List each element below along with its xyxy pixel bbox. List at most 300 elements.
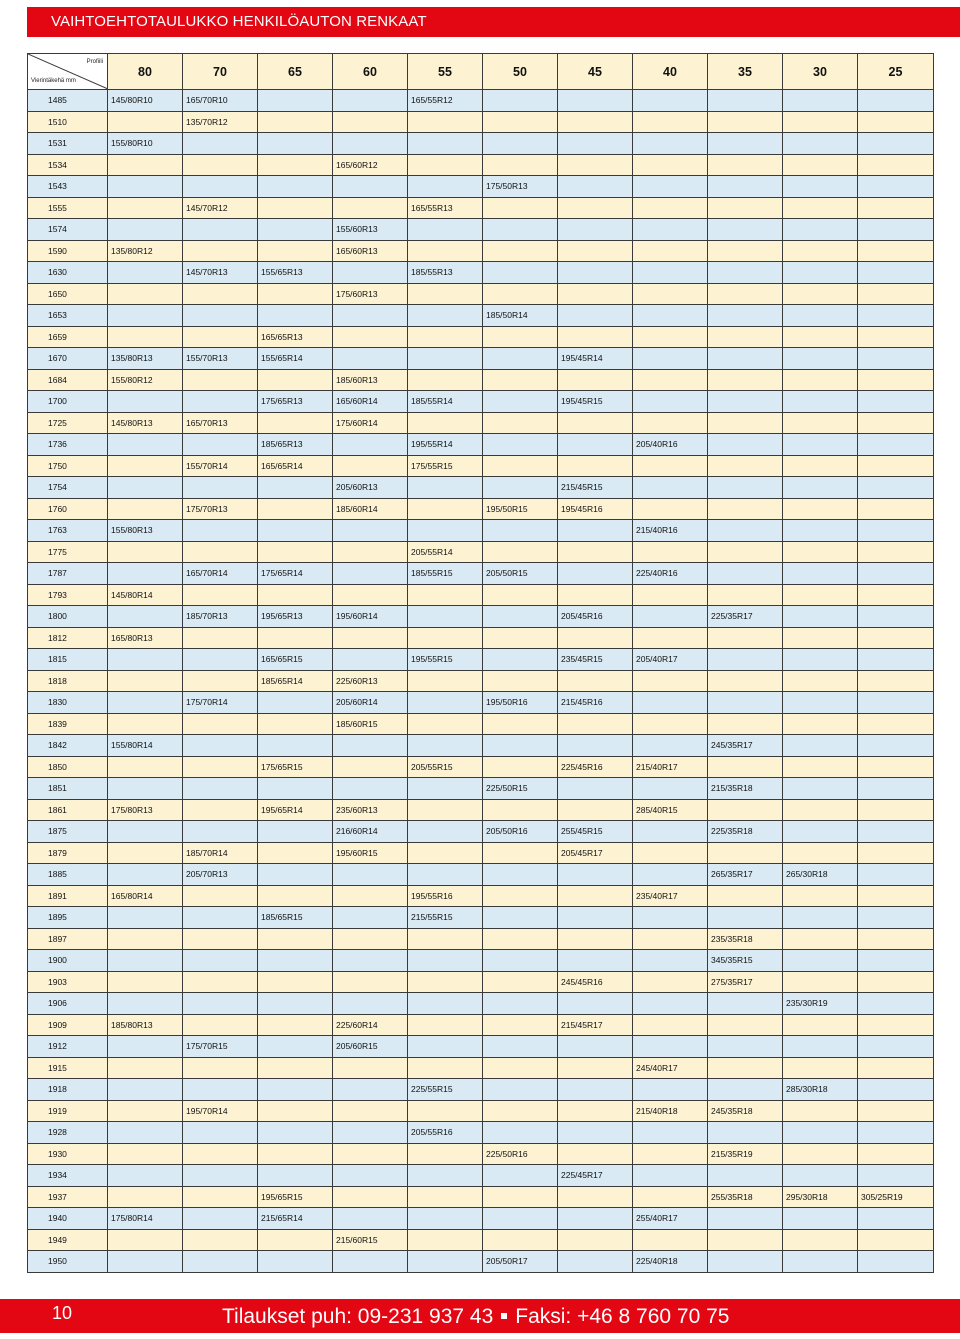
tyre-size-cell: [858, 391, 934, 413]
tyre-size-cell: [408, 283, 483, 305]
tyre-size-cell: [333, 649, 408, 671]
tyre-size-cell: 215/45R16: [558, 692, 633, 714]
tyre-size-cell: [558, 1100, 633, 1122]
rolling-circumference-cell: 1839: [28, 713, 108, 735]
tyre-size-cell: [108, 197, 183, 219]
tyre-size-cell: [708, 670, 783, 692]
tyre-size-cell: [108, 713, 183, 735]
tyre-size-cell: [258, 1122, 333, 1144]
tyre-size-cell: [858, 283, 934, 305]
tyre-size-cell: [708, 756, 783, 778]
tyre-size-cell: [333, 520, 408, 542]
tyre-size-cell: [408, 670, 483, 692]
tyre-size-cell: [558, 197, 633, 219]
tyre-size-cell: [783, 606, 858, 628]
tyre-size-cell: [708, 283, 783, 305]
tyre-size-cell: 225/35R18: [708, 821, 783, 843]
tyre-size-cell: [108, 1100, 183, 1122]
tyre-size-cell: [558, 1122, 633, 1144]
tyre-size-cell: [708, 713, 783, 735]
tyre-size-cell: [708, 520, 783, 542]
tyre-size-cell: [558, 928, 633, 950]
tyre-size-cell: [108, 1079, 183, 1101]
tyre-size-cell: [108, 1229, 183, 1251]
tyre-size-cell: [858, 434, 934, 456]
tyre-size-cell: [783, 90, 858, 112]
tyre-size-cell: [333, 133, 408, 155]
tyre-size-cell: 195/55R14: [408, 434, 483, 456]
table-row: [28, 326, 934, 348]
tyre-size-cell: [258, 735, 333, 757]
tyre-size-cell: [183, 305, 258, 327]
rolling-circumference-cell: 1800: [28, 606, 108, 628]
table-row: [28, 1186, 934, 1208]
tyre-size-cell: [633, 391, 708, 413]
tyre-size-cell: [183, 778, 258, 800]
tyre-size-cell: [858, 197, 934, 219]
tyre-size-cell: [258, 240, 333, 262]
tyre-size-cell: [633, 950, 708, 972]
tyre-size-cell: [333, 455, 408, 477]
tyre-size-cell: 155/70R14: [183, 455, 258, 477]
table-row: [28, 1122, 934, 1144]
tyre-size-cell: [783, 154, 858, 176]
tyre-size-cell: [258, 1143, 333, 1165]
table-row: [28, 864, 934, 886]
tyre-size-cell: [258, 111, 333, 133]
tyre-size-cell: [408, 520, 483, 542]
tyre-size-cell: [108, 541, 183, 563]
tyre-size-cell: [333, 197, 408, 219]
tyre-size-cell: [783, 928, 858, 950]
tyre-size-cell: [708, 369, 783, 391]
tyre-size-cell: 235/35R18: [708, 928, 783, 950]
tyre-size-cell: 245/35R17: [708, 735, 783, 757]
tyre-size-cell: [483, 219, 558, 241]
tyre-size-cell: [408, 1229, 483, 1251]
tyre-size-cell: [183, 584, 258, 606]
tyre-size-cell: [858, 111, 934, 133]
tyre-size-cell: [408, 176, 483, 198]
tyre-size-cell: [858, 649, 934, 671]
tyre-size-cell: [183, 326, 258, 348]
tyre-size-cell: [258, 176, 333, 198]
tyre-size-cell: [858, 133, 934, 155]
rolling-circumference-cell: 1815: [28, 649, 108, 671]
tyre-size-cell: [483, 799, 558, 821]
tyre-size-cell: [408, 1251, 483, 1273]
tyre-size-cell: [483, 1165, 558, 1187]
tyre-size-cell: [483, 907, 558, 929]
tyre-size-cell: 165/80R14: [108, 885, 183, 907]
tyre-size-cell: [483, 90, 558, 112]
table-row: [28, 1057, 934, 1079]
tyre-size-cell: [858, 240, 934, 262]
tyre-size-cell: [483, 885, 558, 907]
table-row: [28, 262, 934, 284]
tyre-size-cell: 225/45R17: [558, 1165, 633, 1187]
tyre-size-cell: [258, 197, 333, 219]
table-row: [28, 455, 934, 477]
tyre-size-cell: [333, 993, 408, 1015]
tyre-size-cell: [183, 1186, 258, 1208]
table-row: [28, 1100, 934, 1122]
tyre-size-cell: [258, 971, 333, 993]
tyre-size-cell: [483, 670, 558, 692]
tyre-size-cell: [858, 842, 934, 864]
tyre-size-cell: [183, 1057, 258, 1079]
tyre-size-cell: [558, 713, 633, 735]
tyre-size-cell: [633, 477, 708, 499]
tyre-size-cell: 145/80R14: [108, 584, 183, 606]
tyre-size-cell: [558, 111, 633, 133]
tyre-size-cell: [258, 133, 333, 155]
tyre-size-cell: [858, 692, 934, 714]
tyre-size-cell: [858, 369, 934, 391]
tyre-size-cell: [783, 563, 858, 585]
table-header-row: [28, 54, 934, 90]
tyre-size-cell: [633, 713, 708, 735]
tyre-size-cell: [258, 627, 333, 649]
rolling-circumference-cell: 1915: [28, 1057, 108, 1079]
tyre-size-cell: [858, 735, 934, 757]
rolling-circumference-cell: 1850: [28, 756, 108, 778]
tyre-size-cell: 215/40R16: [633, 520, 708, 542]
tyre-size-cell: [858, 799, 934, 821]
tyre-size-cell: [633, 498, 708, 520]
tyre-size-cell: [108, 391, 183, 413]
tyre-size-cell: [783, 842, 858, 864]
tyre-size-cell: 215/45R17: [558, 1014, 633, 1036]
tyre-size-cell: 255/45R15: [558, 821, 633, 843]
tyre-size-cell: [258, 1014, 333, 1036]
tyre-size-cell: [333, 90, 408, 112]
tyre-size-cell: 195/65R15: [258, 1186, 333, 1208]
tyre-size-cell: 185/60R15: [333, 713, 408, 735]
table-row: [28, 219, 934, 241]
tyre-size-cell: [258, 1036, 333, 1058]
tyre-size-cell: [783, 1100, 858, 1122]
tyre-size-cell: [558, 455, 633, 477]
table-row: [28, 391, 934, 413]
tyre-size-cell: [333, 950, 408, 972]
tyre-size-cell: [408, 326, 483, 348]
tyre-size-cell: 215/40R17: [633, 756, 708, 778]
tyre-size-cell: [633, 971, 708, 993]
tyre-size-cell: 165/65R14: [258, 455, 333, 477]
tyre-size-cell: [258, 1057, 333, 1079]
rolling-circumference-cell: 1937: [28, 1186, 108, 1208]
rolling-circumference-cell: 1830: [28, 692, 108, 714]
orders-phone: Tilaukset puh: 09-231 937 43: [222, 1305, 494, 1328]
tyre-size-cell: 175/70R14: [183, 692, 258, 714]
rolling-circumference-cell: 1875: [28, 821, 108, 843]
rolling-circumference-cell: 1818: [28, 670, 108, 692]
rolling-circumference-cell: 1950: [28, 1251, 108, 1273]
tyre-size-cell: [183, 1014, 258, 1036]
tyre-size-cell: [333, 111, 408, 133]
tyre-size-cell: [783, 1122, 858, 1144]
tyre-size-cell: [633, 133, 708, 155]
tyre-size-cell: 135/80R13: [108, 348, 183, 370]
tyre-size-cell: [633, 584, 708, 606]
rolling-circumference-cell: 1531: [28, 133, 108, 155]
profile-header: 70: [183, 54, 258, 90]
tyre-size-cell: [333, 1057, 408, 1079]
tyre-size-cell: [558, 434, 633, 456]
tyre-size-cell: [333, 262, 408, 284]
table-row: [28, 627, 934, 649]
tyre-size-cell: 235/60R13: [333, 799, 408, 821]
rolling-circumference-cell: 1891: [28, 885, 108, 907]
fax-number: Faksi: +46 8 760 70 75: [515, 1305, 730, 1328]
tyre-size-cell: [108, 778, 183, 800]
tyre-size-cell: [783, 1208, 858, 1230]
tyre-size-cell: [108, 692, 183, 714]
tyre-size-cell: [408, 1014, 483, 1036]
table-row: [28, 133, 934, 155]
tyre-size-cell: 165/70R10: [183, 90, 258, 112]
tyre-size-cell: 145/70R12: [183, 197, 258, 219]
tyre-size-cell: [333, 1165, 408, 1187]
tyre-size-cell: 215/40R18: [633, 1100, 708, 1122]
tyre-size-cell: [483, 283, 558, 305]
tyre-size-cell: [408, 778, 483, 800]
tyre-size-cell: [858, 1036, 934, 1058]
tyre-size-cell: 175/60R14: [333, 412, 408, 434]
rolling-circumference-cell: 1763: [28, 520, 108, 542]
table-row: [28, 713, 934, 735]
tyre-size-cell: [258, 477, 333, 499]
tyre-size-cell: [708, 1251, 783, 1273]
tyre-size-cell: [633, 305, 708, 327]
tyre-size-cell: [333, 1208, 408, 1230]
tyre-size-cell: [483, 993, 558, 1015]
tyre-size-cell: [858, 326, 934, 348]
tyre-size-cell: [858, 1100, 934, 1122]
tyre-size-cell: [108, 670, 183, 692]
tyre-size-cell: 145/70R13: [183, 262, 258, 284]
tyre-size-cell: 155/65R13: [258, 262, 333, 284]
tyre-size-cell: [783, 627, 858, 649]
tyre-size-cell: [108, 563, 183, 585]
table-row: [28, 649, 934, 671]
tyre-size-cell: 195/65R13: [258, 606, 333, 628]
tyre-size-cell: [183, 649, 258, 671]
tyre-size-cell: [858, 971, 934, 993]
tyre-size-cell: [558, 1079, 633, 1101]
tyre-size-cell: [483, 649, 558, 671]
rolling-circumference-cell: 1754: [28, 477, 108, 499]
tyre-size-cell: [108, 498, 183, 520]
tyre-size-cell: [408, 821, 483, 843]
tyre-size-cell: [408, 692, 483, 714]
tyre-size-cell: [708, 842, 783, 864]
tyre-size-cell: 135/80R12: [108, 240, 183, 262]
tyre-size-cell: 205/60R15: [333, 1036, 408, 1058]
tyre-size-cell: 195/45R14: [558, 348, 633, 370]
tyre-size-cell: [483, 1229, 558, 1251]
tyre-size-cell: 225/55R15: [408, 1079, 483, 1101]
tyre-size-cell: [633, 1186, 708, 1208]
tyre-size-cell: [783, 799, 858, 821]
tyre-size-cell: 295/30R18: [783, 1186, 858, 1208]
profile-header: 60: [333, 54, 408, 90]
tyre-size-cell: 165/65R15: [258, 649, 333, 671]
tyre-size-cell: [483, 928, 558, 950]
tyre-size-cell: [183, 950, 258, 972]
table-row: [28, 756, 934, 778]
tyre-size-cell: [708, 1208, 783, 1230]
tyre-size-cell: [108, 1251, 183, 1273]
tyre-size-cell: [558, 778, 633, 800]
tyre-size-cell: [708, 1079, 783, 1101]
profile-header: 50: [483, 54, 558, 90]
tyre-size-cell: 225/60R14: [333, 1014, 408, 1036]
tyre-size-cell: [408, 606, 483, 628]
tyre-size-cell: [333, 907, 408, 929]
tyre-size-cell: [258, 692, 333, 714]
table-row: [28, 412, 934, 434]
table-row: [28, 1143, 934, 1165]
tyre-size-cell: [783, 348, 858, 370]
tyre-size-cell: 255/40R17: [633, 1208, 708, 1230]
tyre-size-cell: 235/30R19: [783, 993, 858, 1015]
tyre-size-cell: [333, 305, 408, 327]
rolling-circumference-cell: 1543: [28, 176, 108, 198]
tyre-size-cell: 175/80R14: [108, 1208, 183, 1230]
table-row: [28, 907, 934, 929]
tyre-size-cell: [558, 240, 633, 262]
tyre-size-cell: [858, 1122, 934, 1144]
tyre-size-cell: [633, 455, 708, 477]
tyre-size-cell: [483, 434, 558, 456]
tyre-size-cell: 225/40R18: [633, 1251, 708, 1273]
tyre-size-cell: [483, 1036, 558, 1058]
tyre-size-cell: 165/55R12: [408, 90, 483, 112]
tyre-size-cell: [558, 1036, 633, 1058]
tyre-size-cell: [783, 584, 858, 606]
tyre-size-table: [27, 53, 934, 1273]
profile-header: 65: [258, 54, 333, 90]
tyre-size-cell: 195/60R14: [333, 606, 408, 628]
tyre-size-cell: [483, 348, 558, 370]
tyre-size-cell: [183, 1251, 258, 1273]
tyre-size-cell: 345/35R15: [708, 950, 783, 972]
tyre-size-cell: 185/55R14: [408, 391, 483, 413]
table-row: [28, 240, 934, 262]
tyre-size-cell: [183, 713, 258, 735]
tyre-size-cell: 195/45R15: [558, 391, 633, 413]
tyre-size-cell: [633, 1143, 708, 1165]
tyre-size-cell: 165/60R13: [333, 240, 408, 262]
tyre-size-cell: [558, 1143, 633, 1165]
tyre-size-cell: [558, 176, 633, 198]
rolling-circumference-cell: 1485: [28, 90, 108, 112]
tyre-size-cell: [258, 842, 333, 864]
tyre-size-cell: [333, 1079, 408, 1101]
rolling-circumference-cell: 1555: [28, 197, 108, 219]
tyre-size-cell: [108, 1143, 183, 1165]
tyre-size-cell: [708, 584, 783, 606]
tyre-size-cell: 185/60R13: [333, 369, 408, 391]
tyre-size-cell: [708, 1229, 783, 1251]
tyre-size-cell: [408, 1057, 483, 1079]
tyre-size-cell: 185/65R14: [258, 670, 333, 692]
tyre-size-cell: [558, 670, 633, 692]
tyre-size-cell: [708, 1122, 783, 1144]
table-row: [28, 305, 934, 327]
tyre-size-cell: [633, 219, 708, 241]
tyre-size-cell: [633, 197, 708, 219]
tyre-size-cell: [258, 928, 333, 950]
tyre-size-cell: [708, 692, 783, 714]
tyre-size-cell: [258, 821, 333, 843]
tyre-size-cell: [483, 1079, 558, 1101]
tyre-size-cell: [183, 821, 258, 843]
tyre-size-cell: 175/55R15: [408, 455, 483, 477]
tyre-size-cell: [483, 1014, 558, 1036]
tyre-size-cell: [708, 455, 783, 477]
tyre-size-cell: 205/70R13: [183, 864, 258, 886]
table-row: [28, 197, 934, 219]
table-row: [28, 1251, 934, 1273]
tyre-size-cell: [858, 1057, 934, 1079]
tyre-size-cell: [108, 1165, 183, 1187]
tyre-size-cell: 195/45R16: [558, 498, 633, 520]
tyre-size-cell: [783, 756, 858, 778]
table-row: [28, 606, 934, 628]
tyre-size-cell: [108, 1057, 183, 1079]
tyre-size-cell: [708, 90, 783, 112]
tyre-size-cell: 205/50R15: [483, 563, 558, 585]
tyre-size-cell: [408, 133, 483, 155]
tyre-size-cell: [258, 1251, 333, 1273]
tyre-size-cell: 225/40R16: [633, 563, 708, 585]
tyre-size-cell: 175/65R15: [258, 756, 333, 778]
tyre-size-cell: [408, 627, 483, 649]
tyre-size-cell: [183, 1143, 258, 1165]
tyre-size-cell: 205/60R13: [333, 477, 408, 499]
tyre-size-cell: 195/50R15: [483, 498, 558, 520]
tyre-size-cell: [783, 176, 858, 198]
table-row: [28, 1014, 934, 1036]
tyre-size-cell: [558, 219, 633, 241]
tyre-size-cell: [708, 348, 783, 370]
tyre-size-cell: [183, 283, 258, 305]
tyre-size-cell: [333, 735, 408, 757]
table-row: [28, 971, 934, 993]
tyre-size-cell: [783, 971, 858, 993]
tyre-size-cell: [633, 670, 708, 692]
table-row: [28, 1208, 934, 1230]
tyre-size-cell: [783, 670, 858, 692]
tyre-size-cell: 205/55R14: [408, 541, 483, 563]
rolling-circumference-cell: 1851: [28, 778, 108, 800]
tyre-size-cell: [108, 477, 183, 499]
tyre-size-cell: [183, 1229, 258, 1251]
table-row: [28, 348, 934, 370]
tyre-size-cell: [783, 778, 858, 800]
tyre-size-cell: [483, 391, 558, 413]
profile-header: 40: [633, 54, 708, 90]
tyre-size-cell: 165/70R14: [183, 563, 258, 585]
tyre-size-cell: [333, 563, 408, 585]
tyre-size-cell: 205/50R16: [483, 821, 558, 843]
tyre-size-cell: [783, 283, 858, 305]
rolling-circumference-cell: 1775: [28, 541, 108, 563]
tyre-size-cell: [408, 1208, 483, 1230]
